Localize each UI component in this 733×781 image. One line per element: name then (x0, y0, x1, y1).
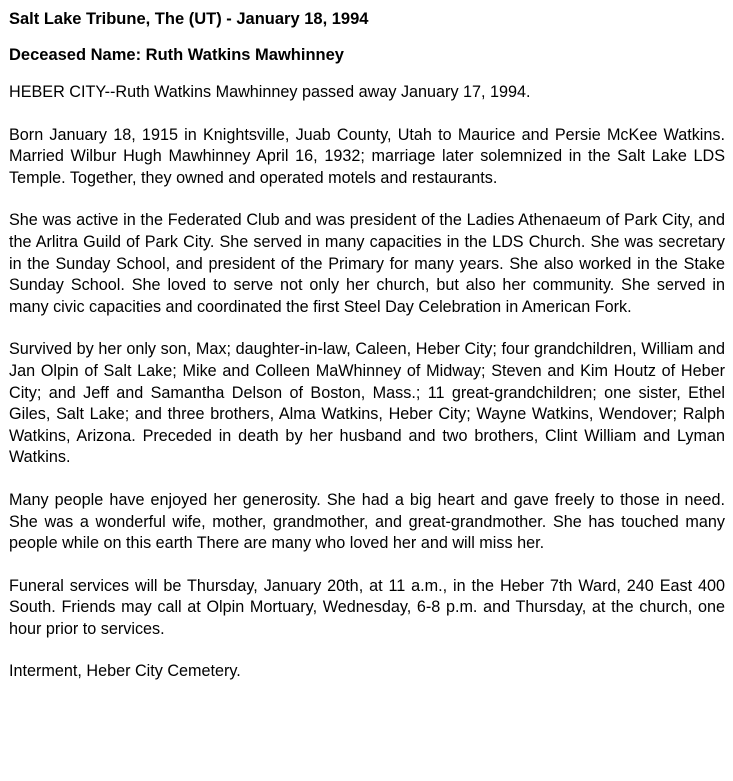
paragraph-interment: Interment, Heber City Cemetery. (9, 662, 241, 681)
paragraph-activities: She was active in the Federated Club and was president of the Ladies Athenaeum of Park City, and the Arlitra Guild of Park City. She served in many capacities in the LDS Church. She was secretary in the Sunday School, and president of the Primary for many years. She also worked in the Stake Sunday School. She loved to serve not only her church, but also her community. She served in many civic capacities and coordinated the first Steel Day Celebration in American Fork. (9, 211, 725, 316)
paragraph-birth-marriage: Born January 18, 1915 in Knightsville, Juab County, Utah to Maurice and Persie McKee Watkins. Married Wilbur Hugh Mawhinney April 16, 1932; marriage later solemnized in the Salt Lake LDS Temple. Together, they owned and operated motels and restaurants. (9, 125, 725, 187)
deceased-name-line: Deceased Name: Ruth Watkins Mawhinney (9, 46, 344, 64)
publication-line: Salt Lake Tribune, The (UT) - January 18, 1994 (9, 10, 369, 28)
paragraph-tribute: Many people have enjoyed her generosity. She had a big heart and gave freely to those in need. She was a wonderful wife, mother, grandmother, and great-grandmother. She has touched many people while on this earth There are many who loved her and will miss her. (9, 490, 725, 553)
paragraph-funeral-services: Funeral services will be Thursday, January 20th, at 11 a.m., in the Heber 7th Ward, 240 East 400 South. Friends may call at Olpin Mortuary, Wednesday, 6-8 p.m. and Thursday, at the church, one hour prior to services. (9, 576, 725, 638)
paragraph-survivors: Survived by her only son, Max; daughter-in-law, Caleen, Heber City; four grandchildren, William and Jan Olpin of Salt Lake; Mike and Colleen MaWhinney of Midway; Steven and Kim Houtz of Heber City; and Jeff and Samantha Delson of Boston, Mass.; 11 great-grandchildren; one sister, Ethel Giles, Salt Lake; and three brothers, Alma Watkins, Heber City; Wayne Watkins, Wendover; Ralph Watkins, Arizona. Preceded in death by her husband and two brothers, Clint William and Lyman Watkins. (9, 340, 725, 467)
paragraph-announcement: HEBER CITY--Ruth Watkins Mawhinney passed away January 17, 1994. (9, 83, 531, 101)
